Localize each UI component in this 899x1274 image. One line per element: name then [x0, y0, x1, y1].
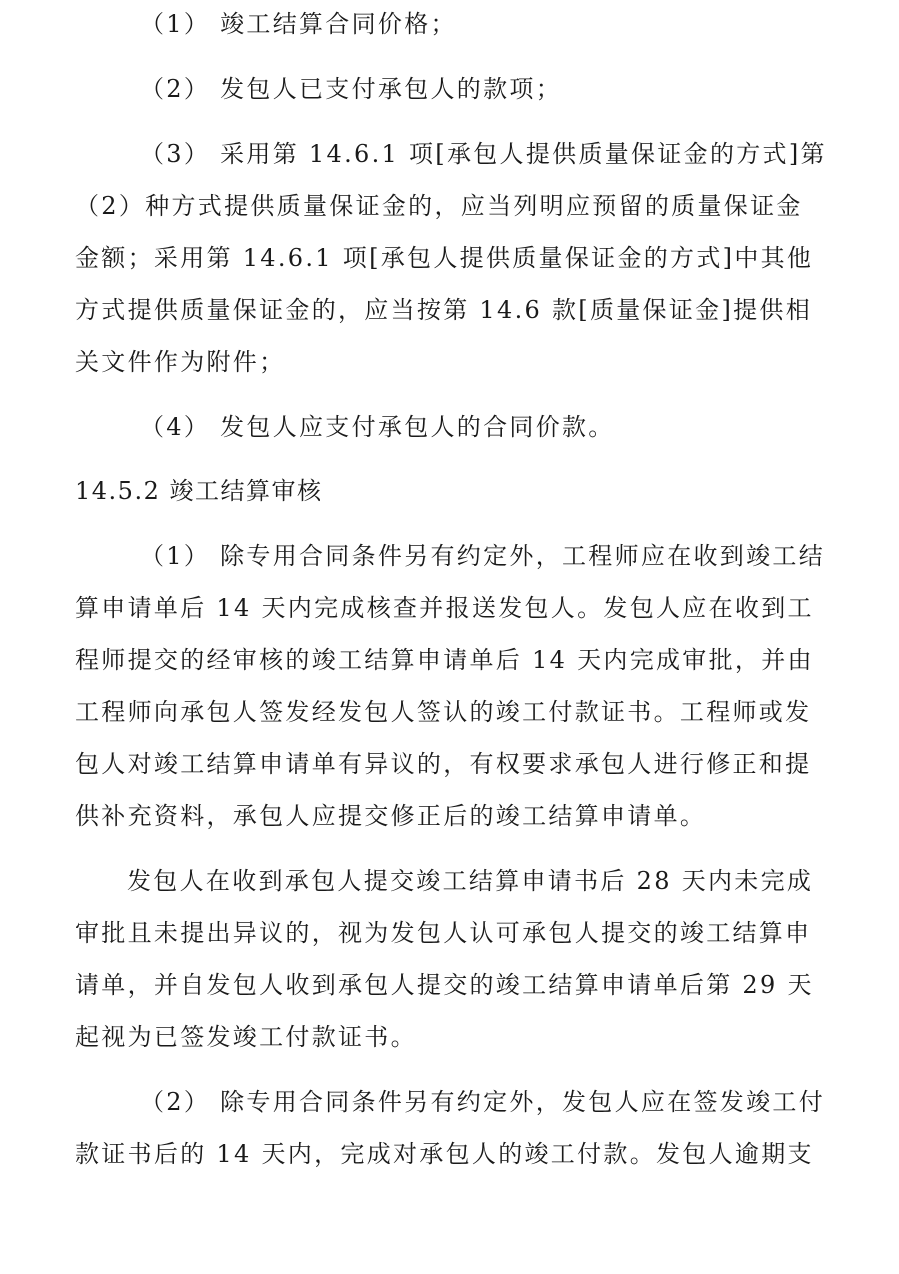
list-item-3-line-2: （2）种方式提供质量保证金的，应当列明应预留的质量保证金 — [75, 192, 803, 220]
clause-1-line-6: 供补充资料，承包人应提交修正后的竣工结算申请单。 — [75, 802, 707, 830]
clause-2-line-1: （2） 除专用合同条件另有约定外，发包人应在签发竣工付 — [140, 1088, 825, 1116]
paragraph-line-2: 审批且未提出异议的，视为发包人认可承包人提交的竣工结算申 — [75, 919, 812, 947]
paragraph-line-4: 起视为已签发竣工付款证书。 — [75, 1023, 417, 1051]
section-heading: 14.5.2 竣工结算审核 — [75, 477, 323, 505]
paragraph-line-3: 请单，并自发包人收到承包人提交的竣工结算申请单后第 29 天 — [75, 971, 814, 999]
list-item-3-line-1: （3） 采用第 14.6.1 项[承包人提供质量保证金的方式]第 — [140, 140, 827, 168]
clause-1-line-1: （1） 除专用合同条件另有约定外，工程师应在收到竣工结 — [140, 542, 825, 570]
clause-2-line-2: 款证书后的 14 天内，完成对承包人的竣工付款。发包人逾期支 — [75, 1140, 814, 1168]
paragraph-line-1: 发包人在收到承包人提交竣工结算申请书后 28 天内未完成 — [127, 867, 814, 895]
list-item-3-line-4: 方式提供质量保证金的，应当按第 14.6 款[质量保证金]提供相 — [75, 296, 813, 324]
list-item-1: （1） 竣工结算合同价格； — [140, 10, 457, 38]
clause-1-line-2: 算申请单后 14 天内完成核查并报送发包人。发包人应在收到工 — [75, 594, 814, 622]
clause-1-line-5: 包人对竣工结算申请单有异议的，有权要求承包人进行修正和提 — [75, 750, 812, 778]
list-item-4: （4） 发包人应支付承包人的合同价款。 — [140, 413, 615, 441]
clause-1-line-4: 工程师向承包人签发经发包人签认的竣工付款证书。工程师或发 — [75, 698, 812, 726]
list-item-2: （2） 发包人已支付承包人的款项； — [140, 75, 562, 103]
clause-1-line-3: 程师提交的经审核的竣工结算申请单后 14 天内完成审批，并由 — [75, 646, 814, 674]
list-item-3-line-5: 关文件作为附件； — [75, 348, 286, 376]
list-item-3-line-3: 金额；采用第 14.6.1 项[承包人提供质量保证金的方式]中其他 — [75, 244, 814, 272]
